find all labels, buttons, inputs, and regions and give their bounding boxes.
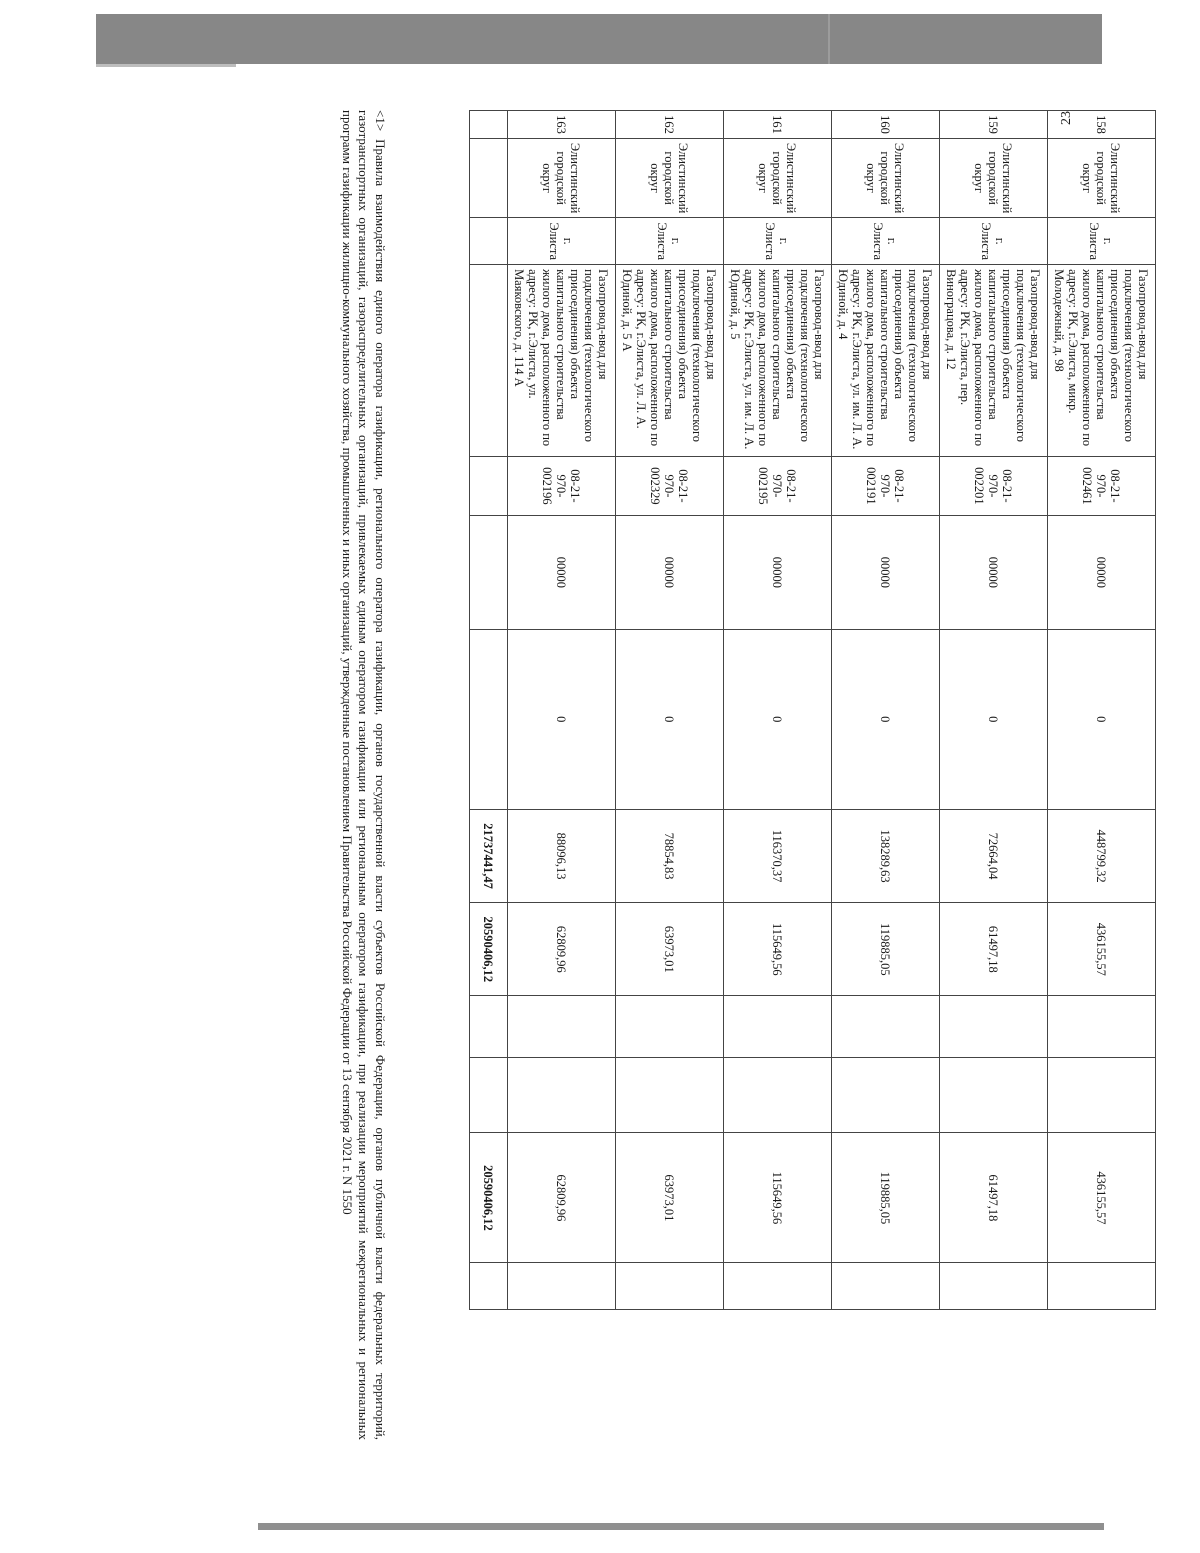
total-empty-cell — [470, 996, 508, 1057]
total-c12-cell: 20590406,12 — [470, 1133, 508, 1263]
value-col11-cell — [508, 1057, 616, 1133]
total-c9-cell: 20590406,12 — [470, 903, 508, 996]
value-col10-cell — [508, 996, 616, 1057]
value-col13-cell — [1048, 1263, 1156, 1310]
code-zeros-cell: 00000 — [940, 516, 1048, 630]
value-col9-cell: 61497,18 — [940, 903, 1048, 996]
total-empty-cell — [470, 1263, 508, 1310]
value-col11-cell — [1048, 1057, 1156, 1133]
city-cell: г. Элиста — [1048, 218, 1156, 265]
table-row — [724, 111, 832, 1310]
rotated-content — [116, 110, 1156, 1440]
total-empty-cell — [470, 138, 508, 217]
row-number: 160 — [832, 111, 940, 139]
value-col9-cell: 62809,96 — [508, 903, 616, 996]
municipality-cell: Элистинский городской округ — [940, 138, 1048, 217]
scan-top-bar-seam — [828, 14, 830, 64]
value-col7-cell: 0 — [616, 629, 724, 809]
value-col13-cell — [616, 1263, 724, 1310]
page-number: 23 — [1059, 111, 1074, 125]
municipality-cell: Элистинский городской округ — [1048, 138, 1156, 217]
table-row — [940, 111, 1048, 1310]
code-zeros-cell: 00000 — [508, 516, 616, 630]
value-col10-cell — [616, 996, 724, 1057]
value-col10-cell — [940, 996, 1048, 1057]
value-col13-cell — [832, 1263, 940, 1310]
scan-top-bar-fringe — [96, 64, 236, 67]
value-col12-cell: 61497,18 — [940, 1133, 1048, 1263]
object-code-cell: 08-21-970-002196 — [508, 456, 616, 515]
municipality-cell: Элистинский городской округ — [832, 138, 940, 217]
total-empty-cell — [470, 1057, 508, 1133]
value-col9-cell: 119885,05 — [832, 903, 940, 996]
object-description-cell: Газопровод-ввод для подключения (технологического присоединения) объекта капитального строительства жилого дома, расположенного по адресу: РК, г.Элиста, ул. Л. А. Юдиной, д. 5 А — [616, 265, 724, 457]
table-row — [832, 111, 940, 1310]
row-number: 159 — [940, 111, 1048, 139]
value-col7-cell: 0 — [940, 629, 1048, 809]
footnote: <1> Правила взаимодействия единого оператора газификации, регионального оператора газификации, органов государственной власти субъектов Российской Федерации, органов публичной власти федеральных территорий, газотранспортных организаций, газораспределительных организаций, привлекаемых единым оператором газификации или региональным оператором газификации, при реализации мероприятий межрегиональных и региональных программ газификации жилищно-коммунального хозяйства, промышленных и иных организаций, утвержденные постановлением Правительства Российской Федерации от 13 сентября 2021 г. N 1550 — [339, 110, 388, 1440]
table-row — [616, 111, 724, 1310]
total-empty-cell — [470, 111, 508, 139]
value-col7-cell: 0 — [1048, 629, 1156, 809]
value-col8-cell: 448799,32 — [1048, 809, 1156, 902]
municipality-cell: Элистинский городской округ — [616, 138, 724, 217]
value-col10-cell — [832, 996, 940, 1057]
value-col12-cell: 63973,01 — [616, 1133, 724, 1263]
object-description-cell: Газопровод-ввод для подключения (технологического присоединения) объекта капитального строительства жилого дома, расположенного по адресу: РК, г.Элиста, пер. Винограцова, д. 12 — [940, 265, 1048, 457]
table-row — [1048, 111, 1156, 1310]
object-description-cell: Газопровод-ввод для подключения (технологического присоединения) объекта капитального строительства жилого дома, расположенного по адресу: РК, г.Элиста, ул. им. Л. А. Юдиной, д. 5 — [724, 265, 832, 457]
total-empty-cell — [470, 456, 508, 515]
value-col12-cell: 62809,96 — [508, 1133, 616, 1263]
row-number: 158 — [1048, 111, 1156, 139]
code-zeros-cell: 00000 — [832, 516, 940, 630]
municipality-cell: Элистинский городской округ — [508, 138, 616, 217]
value-col8-cell: 78854,83 — [616, 809, 724, 902]
value-col7-cell: 0 — [508, 629, 616, 809]
value-col13-cell — [508, 1263, 616, 1310]
value-col8-cell: 72664,04 — [940, 809, 1048, 902]
code-zeros-cell: 00000 — [616, 516, 724, 630]
object-code-cell: 08-21-970-002461 — [1048, 456, 1156, 515]
row-number: 163 — [508, 111, 616, 139]
value-col12-cell: 119885,05 — [832, 1133, 940, 1263]
value-col9-cell: 115649,56 — [724, 903, 832, 996]
value-col13-cell — [940, 1263, 1048, 1310]
value-col11-cell — [940, 1057, 1048, 1133]
value-col10-cell — [1048, 996, 1156, 1057]
value-col10-cell — [724, 996, 832, 1057]
totals-row — [470, 111, 508, 1310]
city-cell: г. Элиста — [616, 218, 724, 265]
municipality-cell: Элистинский городской округ — [724, 138, 832, 217]
value-col11-cell — [832, 1057, 940, 1133]
row-number: 162 — [616, 111, 724, 139]
object-description-cell: Газопровод-ввод для подключения (технологического присоединения) объекта капитального строительства жилого дома, расположенного по адресу: РК, г.Элиста, ул. им. Л. А. Юдиной, д. 4 — [832, 265, 940, 457]
object-description-cell: Газопровод-ввод для подключения (технологического присоединения) объекта капитального строительства жилого дома, расположенного по адресу: РК, г.Элиста, ул. Маяковского, д. 114 А — [508, 265, 616, 457]
value-col7-cell: 0 — [724, 629, 832, 809]
row-number: 161 — [724, 111, 832, 139]
code-zeros-cell: 00000 — [724, 516, 832, 630]
value-col9-cell: 63973,01 — [616, 903, 724, 996]
scan-top-bar — [96, 14, 1102, 64]
city-cell: г. Элиста — [832, 218, 940, 265]
total-empty-cell — [470, 218, 508, 265]
city-cell: г. Элиста — [940, 218, 1048, 265]
object-description-cell: Газопровод-ввод для подключения (технологического присоединения) объекта капитального строительства жилого дома, расположенного по адресу: РК, г.Элиста, микр. Молодежный, д. 98 — [1048, 265, 1156, 457]
value-col11-cell — [724, 1057, 832, 1133]
value-col8-cell: 88096,13 — [508, 809, 616, 902]
table-row — [508, 111, 616, 1310]
total-empty-cell — [470, 629, 508, 809]
scan-bottom-bar — [258, 1523, 1104, 1530]
total-empty-cell — [470, 516, 508, 630]
value-col12-cell: 436155,57 — [1048, 1133, 1156, 1263]
total-c8-cell: 21737441,47 — [470, 809, 508, 902]
city-cell: г. Элиста — [724, 218, 832, 265]
value-col12-cell: 115649,56 — [724, 1133, 832, 1263]
object-code-cell: 08-21-970-002191 — [832, 456, 940, 515]
city-cell: г. Элиста — [508, 218, 616, 265]
code-zeros-cell: 00000 — [1048, 516, 1156, 630]
value-col9-cell: 436155,57 — [1048, 903, 1156, 996]
value-col8-cell: 138289,63 — [832, 809, 940, 902]
total-empty-cell — [470, 265, 508, 457]
value-col7-cell: 0 — [832, 629, 940, 809]
data-table — [469, 110, 1156, 1310]
value-col8-cell: 116370,37 — [724, 809, 832, 902]
value-col13-cell — [724, 1263, 832, 1310]
value-col11-cell — [616, 1057, 724, 1133]
object-code-cell: 08-21-970-002329 — [616, 456, 724, 515]
object-code-cell: 08-21-970-002201 — [940, 456, 1048, 515]
object-code-cell: 08-21-970-002195 — [724, 456, 832, 515]
